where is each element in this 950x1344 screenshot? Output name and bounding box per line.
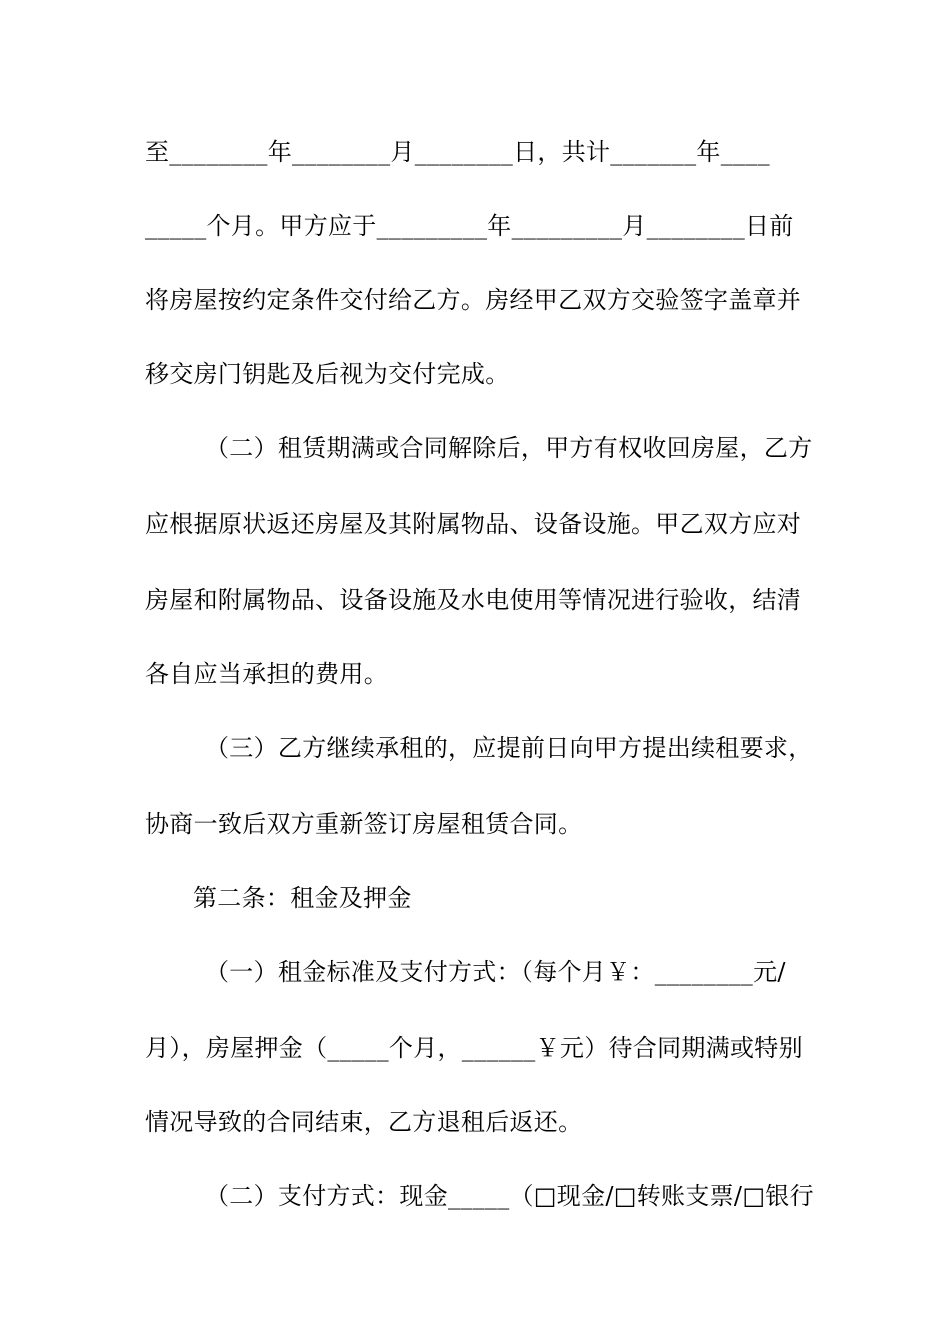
text-line: 各自应当承担的费用。	[145, 660, 388, 688]
text-line: 房屋和附属物品、设备设施及水电使用等情况进行验收，结清	[145, 586, 802, 614]
text-line: 移交房门钥匙及后视为交付完成。	[145, 360, 510, 388]
text-line: 月），房屋押金（_____个月，______￥元）待合同期满或特别	[145, 1034, 803, 1062]
text-line: 将房屋按约定条件交付给乙方。房经甲乙双方交验签字盖章并	[145, 286, 802, 314]
paragraph-start-line: （二）支付方式：现金_____（□现金/□转账支票/□银行	[205, 1182, 814, 1210]
text-line: 应根据原状返还房屋及其附属物品、设备设施。甲乙双方应对	[145, 510, 802, 538]
text-line: _____个月。甲方应于_________年_________月________日前	[145, 212, 794, 240]
paragraph-start-line: （二）租赁期满或合同解除后，甲方有权收回房屋，乙方	[205, 434, 813, 462]
text-line: 至________年________月________日，共计_______年____	[145, 138, 770, 166]
text-line: 情况导致的合同结束，乙方退租后返还。	[145, 1108, 583, 1136]
paragraph-start-line: （三）乙方继续承租的，应提前日向甲方提出续租要求，	[205, 734, 813, 762]
section-heading: 第二条：租金及押金	[193, 884, 412, 912]
text-line: 协商一致后双方重新签订房屋租赁合同。	[145, 810, 583, 838]
paragraph-start-line: （一）租金标准及支付方式：（每个月￥：________元/	[205, 958, 786, 986]
